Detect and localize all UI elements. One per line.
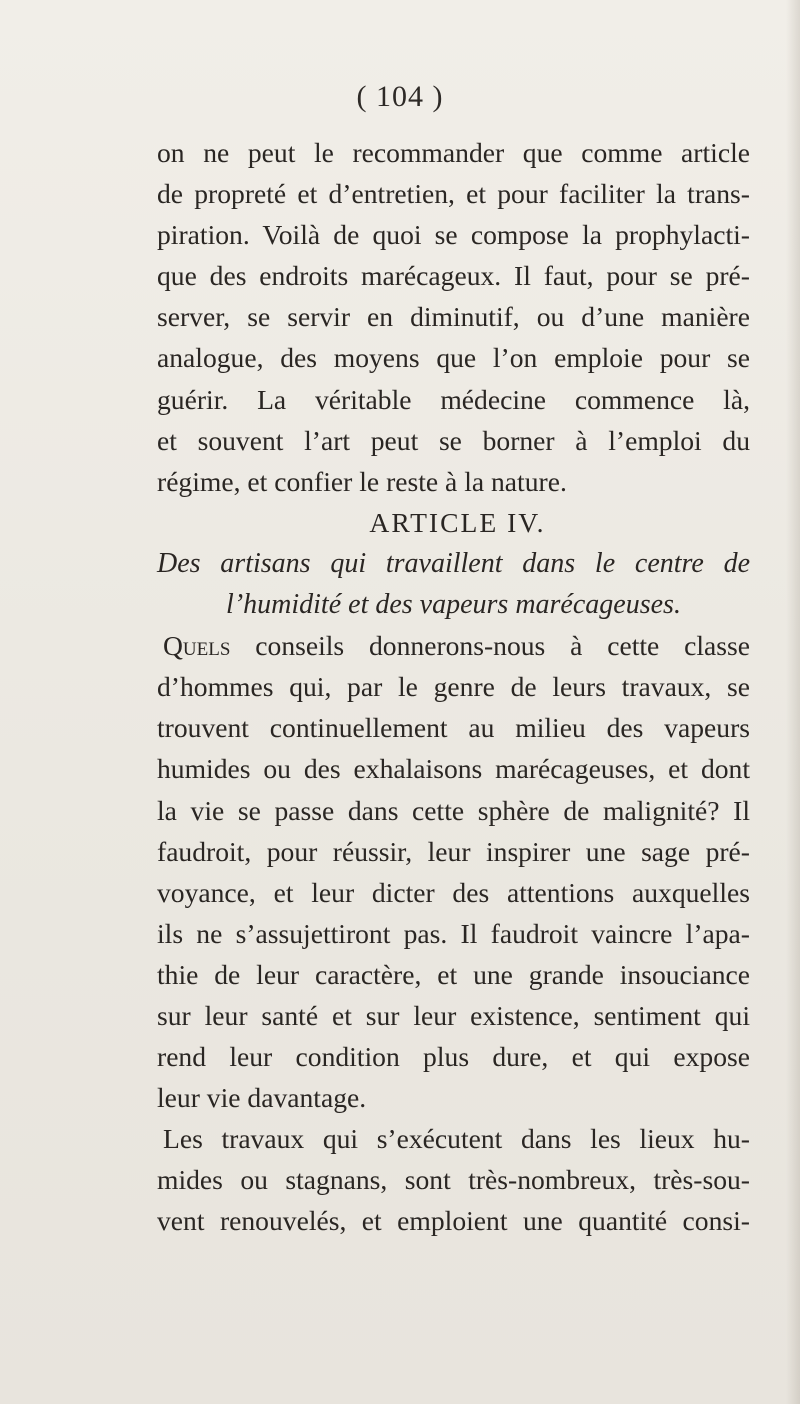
text-line: que des endroits marécageux. Il faut, pour se pré- xyxy=(157,260,750,292)
text-line: guérir. La véritable médecine commence là, xyxy=(157,383,750,415)
article-heading: ARTICLE IV. xyxy=(369,506,546,538)
text-line: Les travaux qui s’exécutent dans les lieux hu- xyxy=(163,1123,750,1155)
first-line-rest: conseils donnerons-nous à cette classe xyxy=(230,630,750,662)
text-line: piration. Voilà de quoi se compose la prophylacti- xyxy=(157,219,750,251)
page-body xyxy=(157,132,750,1242)
text-line: on ne peut le recommander que comme article xyxy=(157,137,750,168)
paragraph-1 xyxy=(157,132,750,502)
text-line: humides ou des exhalaisons marécageuses, et dont xyxy=(157,753,750,785)
text-line: faudroit, pour réussir, leur inspirer une sage pré- xyxy=(157,835,750,867)
text-line: analogue, des moyens que l’on emploie pour se xyxy=(157,342,750,374)
drop-word: Quels xyxy=(163,630,231,662)
text-line: trouvent continuellement au milieu des vapeurs xyxy=(157,712,750,744)
text-line: et souvent l’art peut se borner à l’emploi du xyxy=(157,424,750,456)
text-line: vent renouvelés, et emploient une quantité consi- xyxy=(157,1205,750,1237)
article-subtitle xyxy=(157,543,750,625)
text-line: thie de leur caractère, et une grande insouciance xyxy=(157,958,750,990)
text-line: server, se servir en diminutif, ou d’une manière xyxy=(157,301,750,333)
text-line: d’hommes qui, par le genre de leurs travaux, se xyxy=(157,671,750,703)
text-line: rend leur condition plus dure, et qui expose xyxy=(157,1041,750,1073)
text-line: la vie se passe dans cette sphère de malignité? Il xyxy=(157,794,750,826)
text-line: de propreté et d’entretien, et pour faciliter la trans- xyxy=(157,178,750,210)
page-edge-shadow xyxy=(786,0,800,1404)
text-line: sur leur santé et sur leur existence, sentiment qui xyxy=(157,999,750,1031)
text-line: mides ou stagnans, sont très-nombreux, très-sou- xyxy=(157,1164,750,1196)
text-line: régime, et confier le reste à la nature. xyxy=(157,465,567,497)
subtitle-line: l’humidité et des vapeurs marécageuses. xyxy=(226,589,681,621)
subtitle-line: Des artisans qui travaillent dans le centre de xyxy=(157,547,750,579)
text-line: voyance, et leur dicter des attentions auxquelles xyxy=(157,876,750,908)
text-line-first xyxy=(157,625,750,666)
page-number: ( 104 ) xyxy=(356,80,444,113)
paragraph-2 xyxy=(157,625,750,1118)
text-line: leur vie davantage. xyxy=(157,1082,367,1114)
text-line: ils ne s’assujettiront pas. Il faudroit vaincre l’apa- xyxy=(157,917,750,949)
paragraph-3 xyxy=(157,1118,750,1241)
